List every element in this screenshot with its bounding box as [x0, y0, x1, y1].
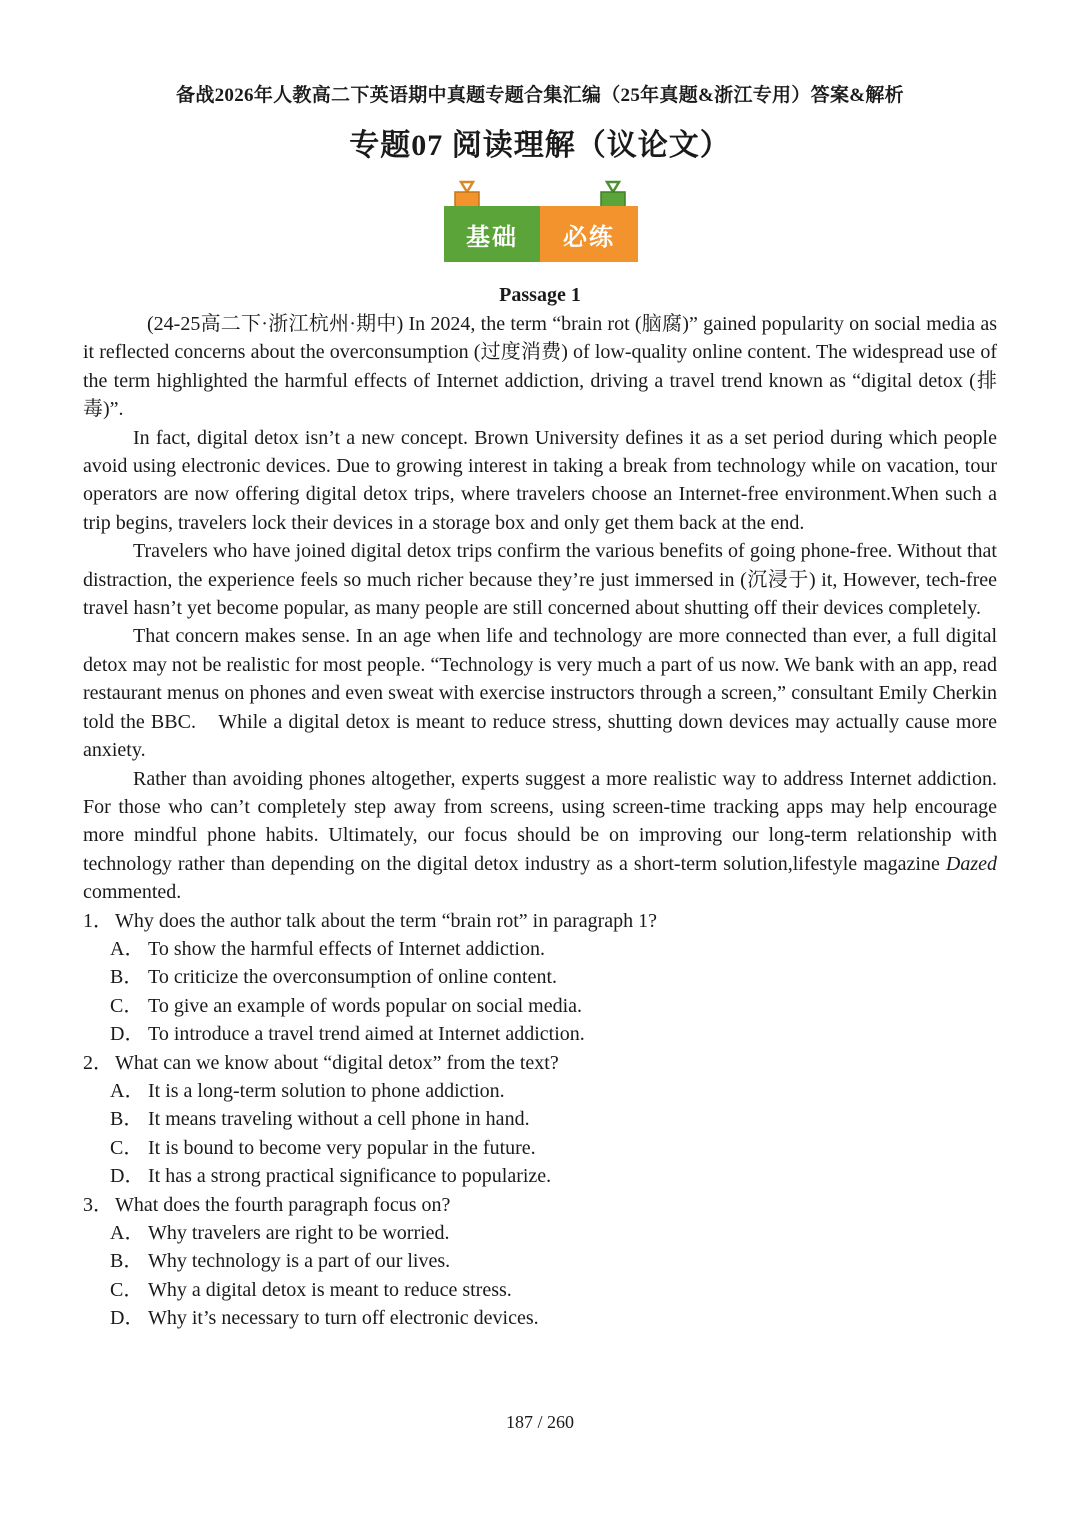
paragraph-5: Rather than avoiding phones altogether, experts suggest a more realistic way to address Internet addiction. For those who can’t completely step away from screens, using screen-time tracking apps may help encourage more mindful phone habits. Ultimately, our focus should be on improving our long-term relationship with technology rather than depending on the digital detox industry as a short-term solution,lifestyle magazine Dazed commented. — [83, 767, 997, 904]
option-a: A． To show the harmful effects of Internet addiction. — [110, 937, 545, 960]
option-d: D． Why it’s necessary to turn off electronic devices. — [110, 1307, 539, 1330]
question-text: What does the fourth paragraph focus on? — [115, 1193, 451, 1216]
option-b: B． To criticize the overconsumption of online content. — [110, 966, 558, 989]
question-3: 3． What does the fourth paragraph focus on? A． Why travelers are right to be worried. B． Why technology is a part of our lives. C． Why a digital detox is meant to reduce stress. D． Why it’s necessary to turn off electronic devices. — [83, 1191, 997, 1333]
option-c: C． To give an example of words popular on social media. — [110, 994, 583, 1017]
question-1: 1． Why does the author talk about the term “brain rot” in paragraph 1? A． To show the harmful effects of Internet addiction. B． To criticize the overconsumption of online content. C． To give an example of words popular on social media. D． To introduce a travel trend aimed at Internet addiction. — [83, 907, 997, 1049]
question-2: 2． What can we know about “digital detox” from the text? A． It is a long-term solution to phone addiction. B． It means traveling without a cell phone in hand. C． It is bound to become very popular in the future. D． It has a strong practical significance to popularize. — [83, 1049, 997, 1191]
option-c: C． Why a digital detox is meant to reduce stress. — [110, 1278, 512, 1301]
option-b: B． It means traveling without a cell phone in hand. — [110, 1108, 530, 1131]
option-d: D． To introduce a travel trend aimed at Internet addiction. — [110, 1023, 585, 1046]
passage-body — [83, 310, 997, 1333]
option-b: B． Why technology is a part of our lives. — [110, 1250, 451, 1273]
paragraph-4: That concern makes sense. In an age when life and technology are more connected than ever, a full digital detox may not be realistic for most people. “Technology is very much a part of us now. We bank with an app, read restaurant menus on phones and even sweat with exercise instructors through a screen,” consultant Emily Cherkin told the BBC. While a digital detox is meant to reduce stress, shutting down devices may actually cause more anxiety. — [83, 625, 997, 762]
document-header: 备战2026年人教高二下英语期中真题专题合集汇编（25年真题&浙江专用）答案&解析 — [176, 85, 904, 106]
option-d: D． It has a strong practical significance to popularize. — [110, 1165, 552, 1188]
paragraph-3: Travelers who have joined digital detox trips confirm the various benefits of going phone-free. Without that distraction, the experience feels so much richer because they’re just immersed in (沉浸于) it, However, tech-free travel hasn’t yet become popular, as many people are still concerned about shutting off their devices completely. — [83, 540, 997, 620]
paragraph-2: In fact, digital detox isn’t a new concept. Brown University defines it as a set period during which people avoid using electronic devices. Due to growing interest in taking a break from technology while on vacation, tour operators are now offering digital detox trips, where travelers choose an Internet-free environment.When such a trip begins, travelers lock their devices in a storage box and only get them back at the end. — [83, 426, 997, 534]
section-badge — [444, 180, 638, 264]
page-number: 187 / 260 — [505, 1412, 574, 1432]
option-a: A． It is a long-term solution to phone addiction. — [110, 1079, 505, 1102]
passage-title: Passage 1 — [499, 284, 581, 306]
question-text: What can we know about “digital detox” from the text? — [115, 1051, 559, 1074]
question-text: Why does the author talk about the term “brain rot” in paragraph 1? — [115, 909, 658, 932]
badge-right: 必练 — [540, 206, 638, 262]
option-c: C． It is bound to become very popular in the future. — [110, 1136, 536, 1159]
paragraph-1: (24-25高二下·浙江杭州·期中) In 2024, the term “brain rot (脑腐)” gained popularity on social media as it reflected concerns about the overconsumption (过度消费) of low-quality online content. The widespread use of the term highlighted the harmful effects of Internet addiction, driving a travel trend known as “digital detox (排毒)”. — [83, 313, 997, 421]
badge-left: 基础 — [444, 206, 540, 262]
page-title: 专题07 阅读理解（议论文） — [349, 129, 731, 162]
option-a: A． Why travelers are right to be worried. — [110, 1222, 450, 1244]
